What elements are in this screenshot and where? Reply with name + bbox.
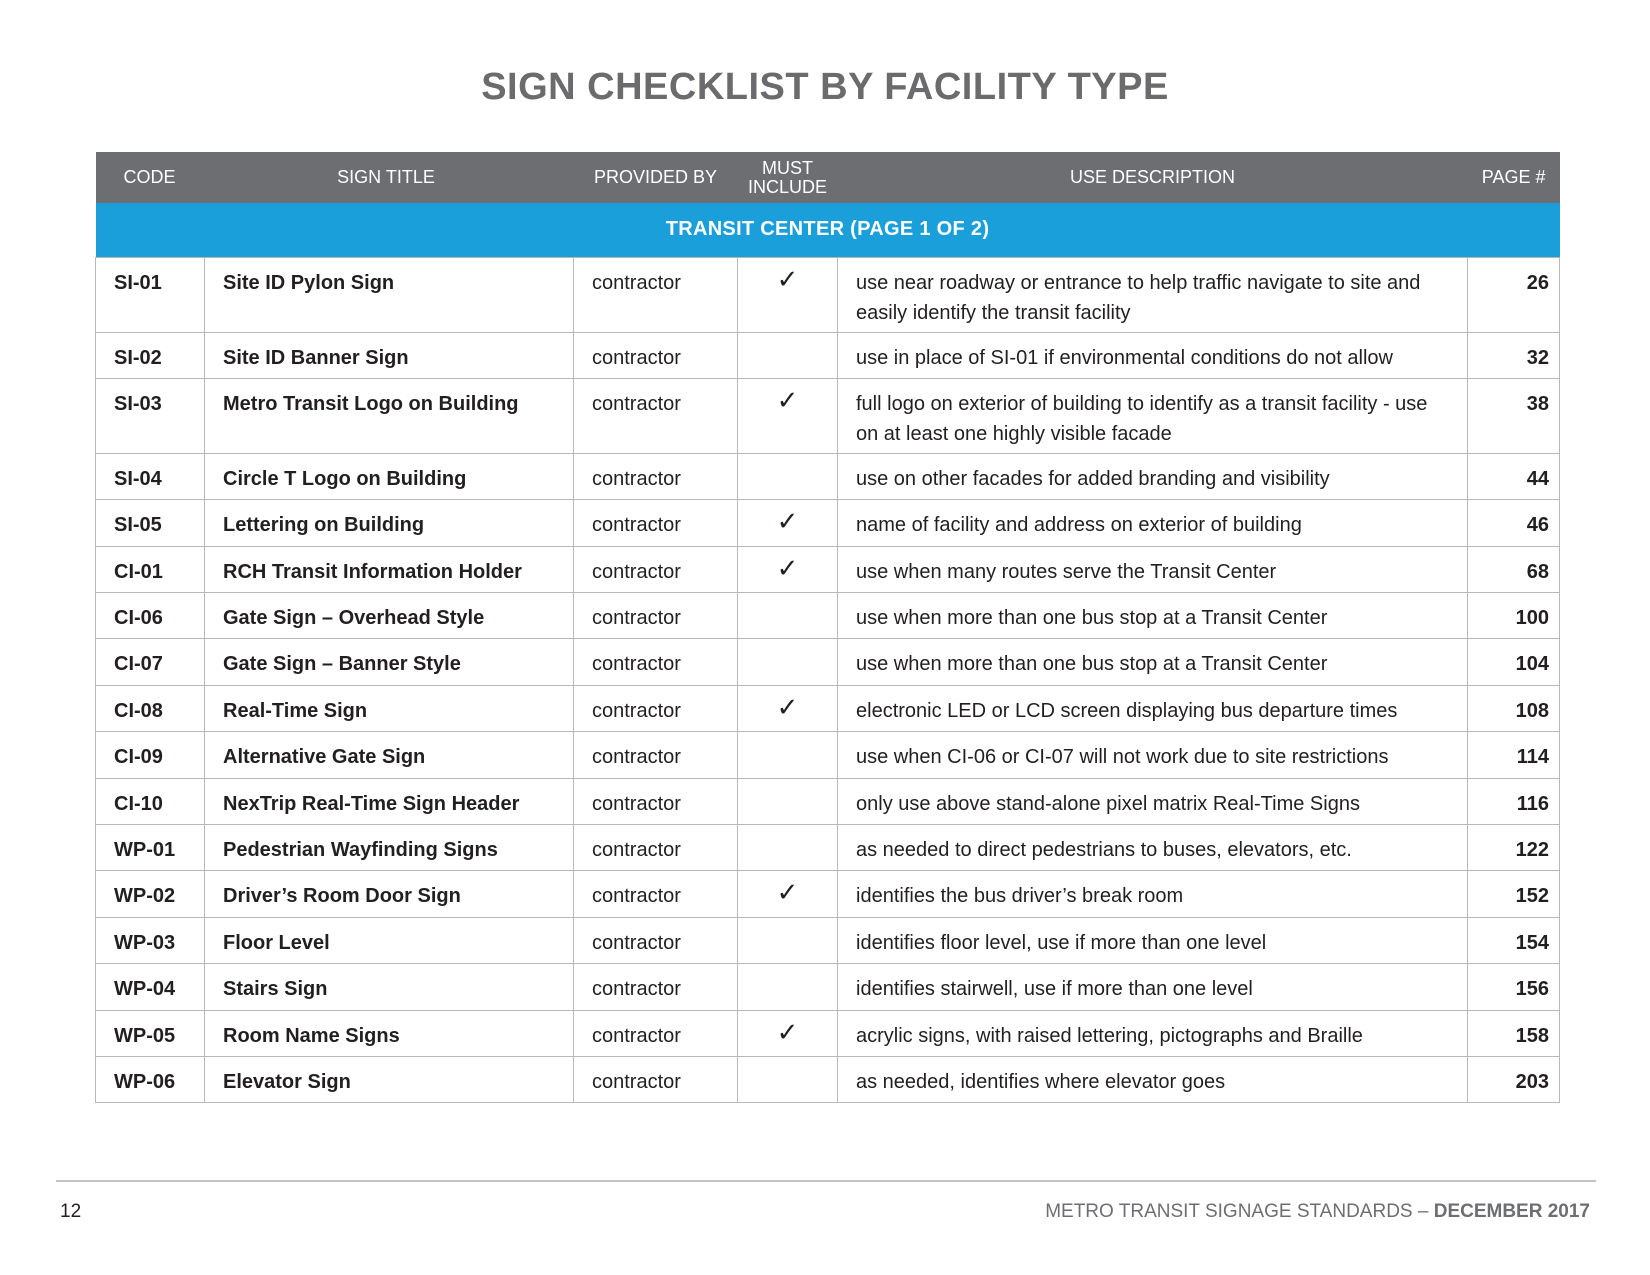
footer-date: DECEMBER 2017 [1433, 1201, 1590, 1222]
table-row [96, 917, 1560, 963]
table-row [96, 257, 1560, 332]
sign-title: Room Name Signs [205, 1010, 574, 1056]
sign-title: Site ID Pylon Sign [205, 257, 574, 332]
provided-by: contractor [574, 378, 738, 453]
sign-code: WP-01 [96, 825, 205, 871]
page-reference: 154 [1468, 917, 1560, 963]
sign-title: Lettering on Building [205, 500, 574, 546]
provided-by: contractor [574, 257, 738, 332]
must-include-check: ✓ [738, 378, 838, 453]
footer-document-name: METRO TRANSIT SIGNAGE STANDARDS – [1045, 1201, 1429, 1222]
sign-code: CI-09 [96, 732, 205, 778]
sign-code: WP-06 [96, 1056, 205, 1102]
footer-page-number: 12 [60, 1201, 82, 1222]
page-reference: 122 [1468, 825, 1560, 871]
header-code: CODE [96, 152, 205, 203]
use-description: full logo on exterior of building to identify as a transit facility - use on at least one highly visible facade [838, 378, 1468, 453]
sign-checklist-table [95, 152, 1560, 1103]
table-row [96, 593, 1560, 639]
use-description: use when CI-06 or CI-07 will not work due to site restrictions [838, 732, 1468, 778]
must-include-check: ✓ [738, 500, 838, 546]
sign-code: WP-05 [96, 1010, 205, 1056]
use-description: name of facility and address on exterior of building [838, 500, 1468, 546]
sign-code: WP-04 [96, 964, 205, 1010]
sign-code: SI-03 [96, 378, 205, 453]
sign-title: Alternative Gate Sign [205, 732, 574, 778]
header-must-include-line1: MUST [762, 157, 813, 178]
must-include-check [738, 825, 838, 871]
provided-by: contractor [574, 732, 738, 778]
provided-by: contractor [574, 332, 738, 378]
use-description: only use above stand-alone pixel matrix Real-Time Signs [838, 778, 1468, 824]
use-description: identifies stairwell, use if more than one level [838, 964, 1468, 1010]
must-include-check: ✓ [738, 257, 838, 332]
sign-code: SI-01 [96, 257, 205, 332]
sign-title: Driver’s Room Door Sign [205, 871, 574, 917]
must-include-check: ✓ [738, 546, 838, 592]
sign-code: CI-01 [96, 546, 205, 592]
use-description: acrylic signs, with raised lettering, pictographs and Braille [838, 1010, 1468, 1056]
provided-by: contractor [574, 453, 738, 499]
use-description: as needed to direct pedestrians to buses, elevators, etc. [838, 825, 1468, 871]
table-row [96, 332, 1560, 378]
page-reference: 32 [1468, 332, 1560, 378]
provided-by: contractor [574, 917, 738, 963]
header-use-description: USE DESCRIPTION [838, 152, 1468, 203]
footer-divider [56, 1180, 1596, 1182]
must-include-check [738, 1056, 838, 1102]
provided-by: contractor [574, 546, 738, 592]
page-reference: 108 [1468, 685, 1560, 731]
page-reference: 100 [1468, 593, 1560, 639]
must-include-check [738, 917, 838, 963]
sign-title: Site ID Banner Sign [205, 332, 574, 378]
sign-title: Metro Transit Logo on Building [205, 378, 574, 453]
header-page-number: PAGE # [1468, 152, 1560, 203]
header-provided-by: PROVIDED BY [574, 152, 738, 203]
sign-title: Circle T Logo on Building [205, 453, 574, 499]
sign-title: Real-Time Sign [205, 685, 574, 731]
page-reference: 44 [1468, 453, 1560, 499]
table-header-row [96, 152, 1560, 203]
page-reference: 156 [1468, 964, 1560, 1010]
page-reference: 158 [1468, 1010, 1560, 1056]
must-include-check [738, 964, 838, 1010]
use-description: use when more than one bus stop at a Transit Center [838, 593, 1468, 639]
header-must-include [738, 152, 838, 203]
must-include-check [738, 778, 838, 824]
sign-title: Floor Level [205, 917, 574, 963]
provided-by: contractor [574, 685, 738, 731]
provided-by: contractor [574, 778, 738, 824]
sign-title: Stairs Sign [205, 964, 574, 1010]
use-description: use on other facades for added branding and visibility [838, 453, 1468, 499]
sign-code: SI-05 [96, 500, 205, 546]
sign-code: SI-02 [96, 332, 205, 378]
sign-code: CI-06 [96, 593, 205, 639]
must-include-check [738, 453, 838, 499]
must-include-check [738, 332, 838, 378]
section-header-row [96, 203, 1560, 257]
page-reference: 68 [1468, 546, 1560, 592]
header-must-include-line2: INCLUDE [747, 176, 827, 197]
provided-by: contractor [574, 825, 738, 871]
header-sign-title: SIGN TITLE [205, 152, 574, 203]
sign-code: SI-04 [96, 453, 205, 499]
sign-title: Pedestrian Wayfinding Signs [205, 825, 574, 871]
table-row [96, 1056, 1560, 1102]
table-row [96, 778, 1560, 824]
page-reference: 152 [1468, 871, 1560, 917]
provided-by: contractor [574, 639, 738, 685]
use-description: use near roadway or entrance to help traffic navigate to site and easily identify the transit facility [838, 257, 1468, 332]
page-reference: 26 [1468, 257, 1560, 332]
provided-by: contractor [574, 964, 738, 1010]
page-reference: 38 [1468, 378, 1560, 453]
footer-document-info [1045, 1201, 1590, 1223]
sign-title: Gate Sign – Overhead Style [205, 593, 574, 639]
use-description: identifies floor level, use if more than one level [838, 917, 1468, 963]
provided-by: contractor [574, 1056, 738, 1102]
table-row [96, 639, 1560, 685]
sign-title: Gate Sign – Banner Style [205, 639, 574, 685]
table-row [96, 546, 1560, 592]
sign-code: CI-10 [96, 778, 205, 824]
section-title: TRANSIT CENTER (PAGE 1 OF 2) [96, 203, 1560, 257]
must-include-check: ✓ [738, 871, 838, 917]
use-description: electronic LED or LCD screen displaying bus departure times [838, 685, 1468, 731]
sign-title: RCH Transit Information Holder [205, 546, 574, 592]
use-description: use when many routes serve the Transit Center [838, 546, 1468, 592]
provided-by: contractor [574, 500, 738, 546]
table-row [96, 825, 1560, 871]
page-title: SIGN CHECKLIST BY FACILITY TYPE [481, 66, 1169, 108]
use-description: use when more than one bus stop at a Transit Center [838, 639, 1468, 685]
must-include-check [738, 593, 838, 639]
sign-title: Elevator Sign [205, 1056, 574, 1102]
sign-title: NexTrip Real-Time Sign Header [205, 778, 574, 824]
page-reference: 114 [1468, 732, 1560, 778]
sign-code: CI-07 [96, 639, 205, 685]
provided-by: contractor [574, 1010, 738, 1056]
must-include-check [738, 732, 838, 778]
table-row [96, 871, 1560, 917]
use-description: as needed, identifies where elevator goes [838, 1056, 1468, 1102]
must-include-check: ✓ [738, 1010, 838, 1056]
sign-code: WP-03 [96, 917, 205, 963]
page-reference: 104 [1468, 639, 1560, 685]
table-row [96, 964, 1560, 1010]
table-row [96, 500, 1560, 546]
use-description: use in place of SI-01 if environmental conditions do not allow [838, 332, 1468, 378]
table-row [96, 453, 1560, 499]
page-reference: 46 [1468, 500, 1560, 546]
must-include-check [738, 639, 838, 685]
sign-code: CI-08 [96, 685, 205, 731]
must-include-check: ✓ [738, 685, 838, 731]
page-reference: 116 [1468, 778, 1560, 824]
provided-by: contractor [574, 871, 738, 917]
provided-by: contractor [574, 593, 738, 639]
page-reference: 203 [1468, 1056, 1560, 1102]
table-row [96, 732, 1560, 778]
table-row [96, 685, 1560, 731]
table-row [96, 1010, 1560, 1056]
use-description: identifies the bus driver’s break room [838, 871, 1468, 917]
table-row [96, 378, 1560, 453]
sign-code: WP-02 [96, 871, 205, 917]
